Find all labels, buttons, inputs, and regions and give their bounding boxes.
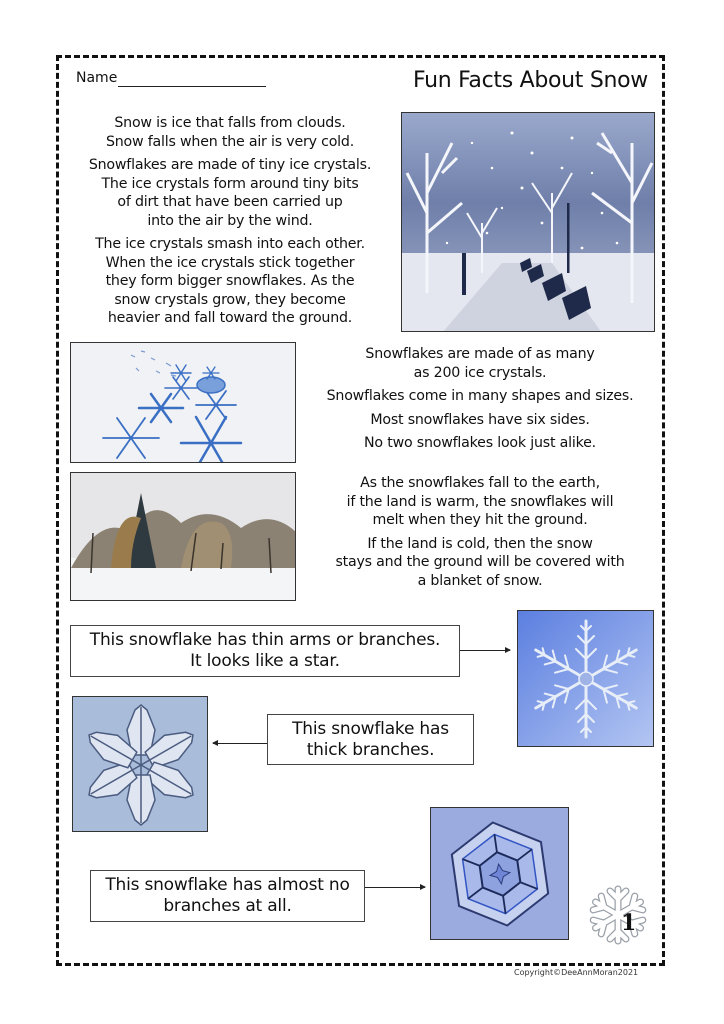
text-line: If the land is cold, then the snow [367,535,593,552]
snowy-park-image [401,112,655,332]
caption-line: This snowflake has thin arms or branches. [89,630,441,650]
name-label: Name [76,70,118,86]
caption-star-snowflake [70,625,460,677]
text-line: as 200 ice crystals. [413,364,547,381]
page-number: 1 [621,910,637,936]
caption-line: It looks like a star. [190,651,340,671]
intro-paragraph-1 [62,114,398,151]
page-title: Fun Facts About Snow [412,68,648,93]
text-line: if the land is warm, the snowflakes will [346,493,614,510]
name-field-line[interactable] [118,86,266,87]
text-line: When the ice crystals stick together [105,254,355,271]
star-snowflake-image [517,610,654,747]
snowflake-page-badge [586,882,650,948]
ground-paragraph-2 [300,535,660,591]
caption-line: This snowflake has [292,718,449,739]
fact-paragraph-3 [300,411,660,430]
text-line: snow crystals grow, they become [114,291,346,308]
thick-snowflake-image [72,696,208,832]
fact-paragraph-2 [300,387,660,406]
text-line: heavier and fall toward the ground. [107,310,353,326]
caption-line: This snowflake has almost no [105,875,350,895]
intro-paragraph-3 [62,235,398,328]
fact-paragraph-4 [300,434,660,453]
ground-paragraph-1 [300,474,660,530]
text-line: Snow falls when the air is very cold. [105,133,355,150]
text-line: Snow is ice that falls from clouds. [114,115,346,131]
text-line: Snowflakes are made of as many [365,346,595,362]
caption-line: branches at all. [163,896,292,916]
text-line: they form bigger snowflakes. As the [105,273,355,289]
text-line: No two snowflakes look just alike. [364,435,596,451]
text-line: into the air by the wind. [147,212,313,229]
text-line: The ice crystals smash into each other. [95,236,365,252]
text-line: Snowflakes come in many shapes and sizes. [326,388,634,404]
caption-plate-snowflake [90,870,365,922]
snowflake-icon [586,882,650,948]
text-line: stays and the ground will be covered with [335,554,625,570]
intro-text [62,114,398,333]
text-line: a blanket of snow. [417,572,543,589]
falling-snowflakes-image [70,342,296,463]
fact-paragraph-1 [300,345,660,382]
text-line: The ice crystals form around tiny bits [101,175,359,192]
arrow-left-icon [213,743,267,744]
copyright-notice: Copyright©DeeAnnMoran2021 [514,968,639,977]
intro-paragraph-2 [62,156,398,230]
text-line: Most snowflakes have six sides. [370,411,590,428]
plate-snowflake-image [430,807,569,940]
text-line: of dirt that have been carried up [117,194,343,210]
snowflake-facts-text [300,345,660,458]
snowy-trees-image [70,472,296,601]
snow-ground-text [300,474,660,595]
arrow-right-icon [365,887,425,888]
text-line: Snowflakes are made of tiny ice crystals. [88,157,372,173]
caption-line: thick branches. [306,739,435,760]
text-line: melt when they hit the ground. [372,512,588,528]
arrow-right-icon [460,650,510,651]
caption-thick-snowflake [267,714,474,765]
text-line: As the snowflakes fall to the earth, [360,475,600,491]
